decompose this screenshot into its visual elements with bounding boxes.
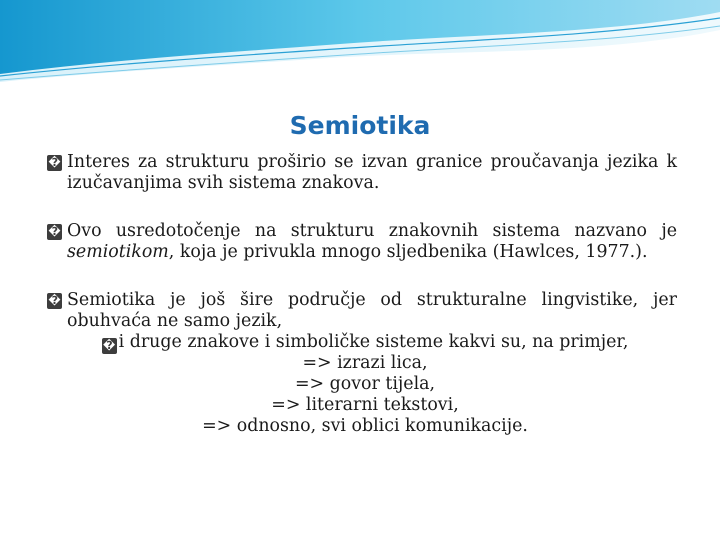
list-line: => literarni tekstovi, [271,395,459,415]
paragraph-1-text: Interes za strukturu proširio se izvan granice proučavanja jezika k izučavanjima svih sistema znakova. [67,152,677,193]
bullet-icon: � [48,294,61,307]
paragraph-1 [47,152,677,194]
list-line: => odnosno, svi oblici komunikacije. [202,416,528,436]
paragraph-3 [47,290,677,332]
slide-title: Semiotika [289,111,431,140]
paragraph-2-text-after: , koja je privukla mnogo sljedbenika (Hawlces, 1977.). [168,242,648,262]
decorative-wave-header [0,0,720,90]
bullet-icon: � [48,156,61,169]
paragraph-3-text: Semiotika je još šire područje od strukturalne lingvistike, jer obuhvaća ne samo jezik, [67,290,677,331]
paragraph-2-text-before: Ovo usredotočenje na strukturu znakovnih sistema nazvano je [67,221,677,241]
list-line: => govor tijela, [294,374,436,394]
paragraph-2-italic-term: semiotikom [67,242,169,262]
list-line: => izrazi lica, [302,353,428,373]
sub-bullet-icon: � [103,339,116,352]
bullet-icon: � [48,225,61,238]
slide-body [47,152,677,437]
sub-bullet-text: i druge znakove i simboličke sisteme kakvi su, na primjer, [118,332,629,352]
sub-bullet [53,332,677,353]
paragraph-2 [47,221,677,263]
